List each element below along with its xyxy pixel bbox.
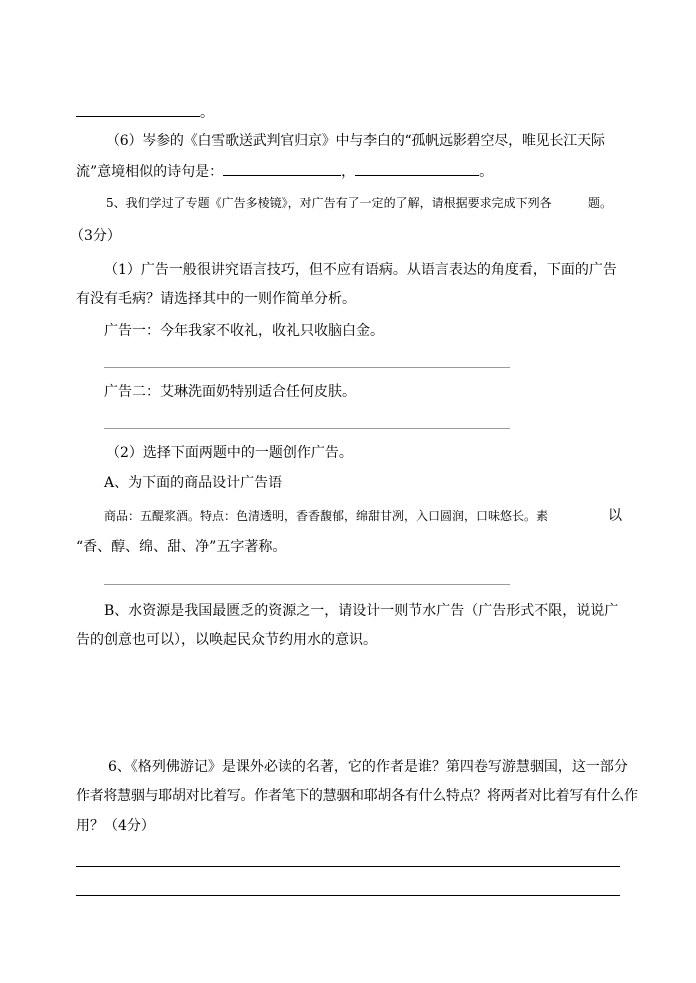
q6-line3: 用？（4分） [76,818,155,834]
ad-one: 广告一：今年我家不收礼，收礼只收脑白金。 [104,323,384,339]
answer-line-top[interactable] [76,104,214,120]
q6-line1: 6、《格列佛游记》是课外必读的名著，它的作者是谁？第四卷写游慧骃国，这一部分 [108,759,628,775]
q5-part1-line1: （1）广告一般很讲究语言技巧，但不应有语病。从语言表达的角度看，下面的广告 [104,262,617,278]
comma: ， [341,164,356,180]
period: 。 [479,164,494,180]
product-line1: 商品：五醍浆酒。特点：色清透明，香香馥郁，绵甜甘冽，入口圆润，口味悠长。素 [104,509,549,523]
q5-stem-end: 题。 [588,196,613,210]
product-line2: “香、醇、绵、甜、净”五字著称。 [76,539,287,555]
q5-score: （3分） [70,228,121,244]
q5-stem: 5、我们学过了专题《广告多棱镜》，对广告有了一定的了解，请根据要求完成下列各 [106,196,552,210]
ad-two: 广告二：艾琳洗面奶特别适合任何皮肤。 [104,384,356,400]
q5-part1-line2: 有没有毛病？请选择其中的一则作简单分析。 [76,291,356,307]
q4-6-line2 [76,163,493,179]
option-b-line1: B、水资源是我国最匮乏的资源之一，请设计一则节水广告（广告形式不限，说说广 [104,603,619,619]
product-line1-end: 以 [608,508,622,524]
option-b-line2: 告的创意也可以），以唤起民众节约用水的意识。 [76,632,377,648]
q5-part2: （2）选择下面两题中的一题创作广告。 [106,445,353,461]
answer-rule-ad1[interactable] [104,367,510,368]
answer-blank[interactable] [76,104,200,117]
answer-rule-q6-2[interactable] [76,895,620,896]
end-period: 。 [200,105,214,121]
q4-6-line2-text: 流”意境相似的诗句是： [76,164,224,180]
q4-6-line1: （6）岑参的《白雪歌送武判官归京》中与李白的“孤帆远影碧空尽，唯见长江天际 [106,133,605,149]
option-a: A、为下面的商品设计广告语 [104,475,283,491]
answer-rule-q6-1[interactable] [76,866,620,867]
answer-blank-1[interactable] [223,163,341,176]
q6-line2: 作者将慧骃与耶胡对比着写。作者笔下的慧骃和耶胡各有什么特点？将两者对比着写有什么作 [76,788,638,804]
answer-rule-option-a[interactable] [104,584,510,585]
answer-blank-2[interactable] [355,163,479,176]
answer-rule-ad2[interactable] [104,428,510,429]
